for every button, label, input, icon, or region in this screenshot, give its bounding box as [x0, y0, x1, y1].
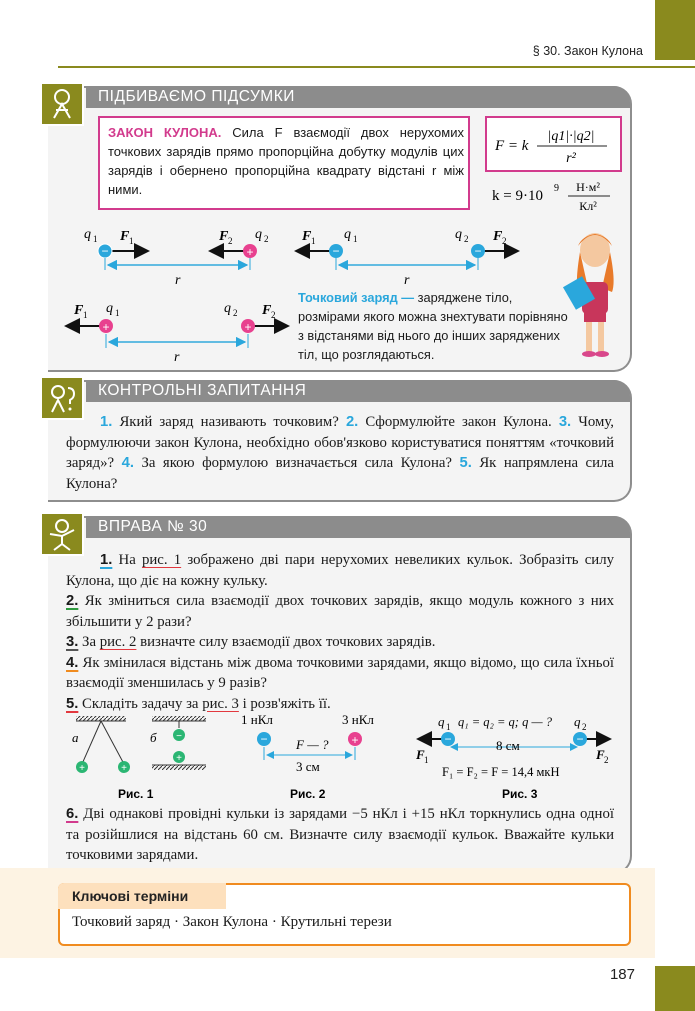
summary-section-icon	[40, 82, 84, 126]
point-charge-definition	[298, 288, 570, 364]
formula-denominator: r²	[566, 151, 576, 166]
pair-repulsion-negative	[296, 227, 518, 288]
questions-text: 1. Який заряд називають точковим? 2. Сформулюйте закон Кулона. 3. Чому, формулюючи закон Кулона, необхідно обов'язково користуватися поняттям «точковий заряд»? 4. За якою формулою визначається сила Кулона? 5. Як напрямлена сила Кулона?	[66, 414, 614, 492]
svg-text:1: 1	[424, 755, 429, 765]
figure-2	[241, 712, 374, 801]
svg-text:−: −	[474, 244, 482, 258]
svg-text:F: F	[596, 747, 605, 762]
svg-text:1: 1	[446, 722, 451, 732]
svg-text:2: 2	[271, 310, 276, 320]
pair-repulsion-positive	[66, 301, 288, 365]
svg-text:2: 2	[228, 236, 233, 246]
summary-title: ПІДБИВАЄМО ПІДСУМКИ	[98, 88, 295, 105]
exercise-title: ВПРАВА № 30	[98, 518, 208, 535]
svg-text:q: q	[438, 714, 445, 729]
figure-1	[72, 716, 206, 801]
exercise-4: 4. Як змінилася відстань між двома точковими зарядами, якщо відомо, що сила їхньої взаємодії зменшилась у 9 разів?	[66, 654, 614, 691]
svg-text:q: q	[455, 227, 462, 242]
corner-tab-bottom	[655, 966, 695, 1011]
k-unit-den: Кл²	[579, 199, 597, 213]
question-5: Як напрямлена сила Кулона?	[66, 455, 614, 492]
svg-text:2: 2	[604, 755, 609, 765]
svg-text:F: F	[493, 229, 503, 244]
svg-text:1: 1	[93, 234, 98, 244]
question-3: Чому, формулюючи закон Кулона, необхідно обов'язково користуватися поняттям «точковий заряд»?	[66, 414, 614, 471]
running-head: § 30. Закон Кулона	[532, 44, 643, 58]
svg-text:−: −	[444, 732, 452, 746]
coulomb-law-box	[98, 116, 470, 210]
svg-text:+: +	[244, 320, 252, 334]
fig2-q2: 3 нКл	[342, 712, 374, 727]
question-1: Який заряд називають точковим?	[119, 414, 339, 430]
k-constant	[488, 176, 628, 216]
svg-text:+: +	[246, 245, 254, 259]
fig1-caption: Рис. 1	[118, 787, 154, 801]
svg-text:1: 1	[311, 236, 316, 246]
exercise-3: 3. За рис. 2 визначте силу взаємодії двох точкових зарядів.	[66, 634, 436, 650]
questions-title: КОНТРОЛЬНІ ЗАПИТАННЯ	[98, 382, 307, 399]
svg-text:F: F	[262, 303, 272, 318]
svg-text:−: −	[576, 732, 584, 746]
coulomb-formula	[487, 118, 620, 170]
question-2: Сформулюйте закон Кулона.	[365, 414, 552, 430]
label-f1: F	[120, 229, 130, 244]
svg-text:r: r	[404, 273, 410, 288]
exercise-1: 1. На рис. 1 зображено дві пари нерухомих невеликих кульок. Зобразіть силу Кулона, що діє на кожну кульку.	[66, 552, 615, 589]
svg-text:2: 2	[502, 236, 507, 246]
coulomb-law-title: ЗАКОН КУЛОНА.	[108, 125, 222, 140]
point-charge-term: Точковий заряд —	[298, 290, 415, 305]
svg-text:2: 2	[264, 234, 269, 244]
k-unit-num: Н·м²	[576, 180, 600, 194]
svg-text:F: F	[416, 747, 425, 762]
svg-text:2: 2	[233, 308, 238, 318]
fig1-label-b: б	[150, 730, 157, 745]
formula-lhs: F = k	[495, 138, 529, 154]
k-exp: 9	[554, 183, 559, 194]
coulomb-law-text	[108, 123, 464, 199]
fig3-forces: F₁ = F₂ = F = 14,4 мкН	[442, 765, 560, 779]
label-f2: F	[219, 229, 229, 244]
label-q2: q	[255, 227, 262, 242]
svg-text:+: +	[79, 763, 85, 774]
svg-text:−: −	[260, 732, 268, 746]
svg-text:1: 1	[129, 236, 134, 246]
svg-text:F: F	[74, 303, 84, 318]
svg-text:−: −	[101, 244, 109, 258]
fig2-q1: 1 нКл	[241, 712, 273, 727]
svg-text:1: 1	[83, 310, 88, 320]
fig2-force: F — ?	[296, 737, 329, 752]
exercise-2: 2. Як зміниться сила взаємодії двох точкових зарядів, якщо модуль кожного з них збільшити у 2 рази?	[66, 593, 614, 630]
pair-attraction	[84, 227, 269, 288]
svg-text:r: r	[174, 350, 180, 365]
key-terms-list: Точковий заряд · Закон Кулона · Крутильні терези	[72, 914, 392, 930]
svg-text:q: q	[574, 714, 581, 729]
svg-text:2: 2	[464, 234, 469, 244]
fig2-distance: 3 см	[296, 759, 320, 774]
question-4: За якою формулою визначається сила Кулона?	[141, 455, 452, 471]
svg-text:q: q	[344, 227, 351, 242]
fig3-ref[interactable]: рис. 3	[202, 695, 239, 712]
corner-tab-top	[655, 0, 695, 60]
coulomb-law-statement: Сила F взаємодії двох нерухомих точкових зарядів прямо пропорційна добутку модулів цих зарядів і обернено пропорційна квадрату відстані r між ними.	[108, 125, 464, 197]
exercise-items-1-5	[66, 550, 614, 714]
fig3-given: q₁ = q₂ = q; q — ?	[458, 715, 552, 729]
exercise-6: 6. Дві однакові провідні кульки із зарядами −5 нКл і +15 нКл торкнулись одна одної та розійшлися на відстань 60 см. Визначте силу взаємодії кульок. Вважайте кульки точковими зарядами.	[66, 806, 614, 863]
formula-numerator: |q1|·|q2|	[547, 129, 595, 144]
fig2-caption: Рис. 2	[290, 787, 326, 801]
point-charge-text: заряджене тіло, розмірами якого можна знехтувати порівняно з відстанями від нього до інших заряджених тіл, що розглядаються.	[298, 290, 568, 362]
svg-text:1: 1	[115, 308, 120, 318]
fig3-distance: 8 см	[496, 738, 520, 753]
label-q1: q	[84, 227, 91, 242]
key-terms-title: Ключові терміни	[72, 888, 189, 904]
svg-text:1: 1	[353, 234, 358, 244]
svg-text:q: q	[224, 301, 231, 316]
page-number: 187	[609, 966, 635, 983]
svg-text:−: −	[176, 731, 182, 742]
fig1-label-a: а	[72, 730, 79, 745]
svg-text:+: +	[351, 733, 359, 747]
coulomb-formula-box	[485, 116, 622, 172]
figure-3	[415, 714, 610, 801]
svg-text:−: −	[332, 244, 340, 258]
svg-text:q: q	[106, 301, 113, 316]
exercise-figures	[66, 710, 626, 804]
header-rule	[58, 66, 695, 68]
svg-text:2: 2	[582, 722, 587, 732]
fig2-ref[interactable]: рис. 2	[99, 634, 137, 650]
fig3-caption: Рис. 3	[502, 787, 538, 801]
k-lhs: k = 9·10	[492, 188, 543, 204]
student-illustration	[560, 222, 630, 362]
svg-text:+: +	[102, 320, 110, 334]
svg-text:+: +	[121, 763, 127, 774]
exercise-5: 5. Складіть задачу за рис. 3 і розв'яжіть її.	[66, 695, 331, 712]
svg-text:F: F	[302, 229, 312, 244]
fig1-ref[interactable]: рис. 1	[141, 552, 182, 568]
svg-text:+: +	[176, 753, 182, 764]
label-r: r	[175, 273, 181, 288]
